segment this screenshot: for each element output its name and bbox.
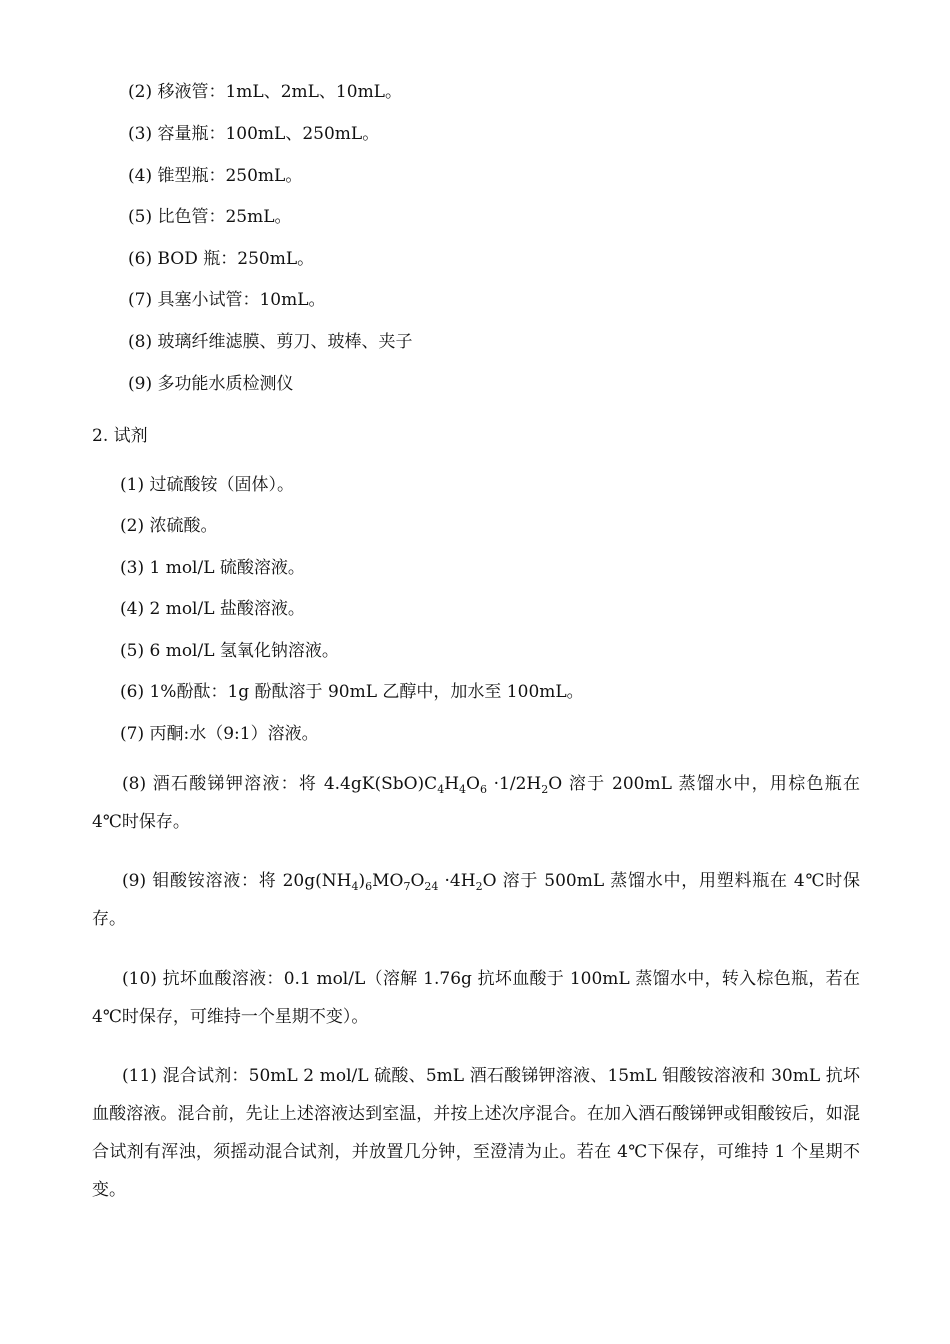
equipment-item-volumetric-flask: (3) 容量瓶：100mL、250mL。 — [128, 124, 380, 144]
reagent-item-phenolphthalein: (6) 1%酚酞：1g 酚酞溶于 90mL 乙醇中，加水至 100mL。 — [120, 682, 584, 702]
equipment-item-test-tube: (7) 具塞小试管：10mL。 — [128, 290, 326, 310]
equipment-item-filter-tools: (8) 玻璃纤维滤膜、剪刀、玻棒、夹子 — [128, 332, 413, 352]
equipment-item-conical-flask: (4) 锥型瓶：250mL。 — [128, 166, 303, 186]
reagent-item-ammonium-persulfate: (1) 过硫酸铵（固体）。 — [120, 475, 294, 495]
reagent-item-sulfuric-solution: (3) 1 mol/L 硫酸溶液。 — [120, 558, 305, 578]
reagent-item-antimony-potassium-tartrate: (8) 酒石酸锑钾溶液：将 $4.4gK(SbO)C_4H_4O_6 \cdot 1/2H_2O$ 溶于 200mL 蒸馏水中，用棕色瓶在 4℃时保存。 — [92, 774, 860, 832]
reagent-item-acetone-water: (7) 丙酮:水（9:1）溶液。 — [120, 724, 319, 744]
reagent-item-sodium-hydroxide: (5) 6 mol/L 氢氧化钠溶液。 — [120, 641, 339, 661]
reagent-item-ammonium-molybdate: (9) 钼酸铵溶液：将 $20g(NH_4)_6MO_7O_{24} \cdot 4H_2O$ 溶于 500mL 蒸馏水中，用塑料瓶在 4℃时保存。 — [92, 871, 860, 929]
reagent-item-hydrochloric-solution: (4) 2 mol/L 盐酸溶液。 — [120, 599, 305, 619]
equipment-item-pipette: (2) 移液管：1mL、2mL、10mL。 — [128, 82, 402, 102]
reagent-item-sulfuric-acid: (2) 浓硫酸。 — [120, 516, 218, 536]
equipment-item-bod-bottle: (6) BOD 瓶：250mL。 — [128, 249, 315, 269]
equipment-item-colorimetric-tube: (5) 比色管：25mL。 — [128, 207, 292, 227]
section-heading-reagents: 2. 试剂 — [92, 426, 148, 446]
equipment-item-water-analyzer: (9) 多功能水质检测仪 — [128, 374, 294, 394]
reagent-item-mixed-reagent: (11) 混合试剂：50mL 2 mol/L 硫酸、5mL 酒石酸锑钾溶液、15mL 钼酸铵溶液和 30mL 抗坏血酸溶液。混合前，先让上述溶液达到室温，并按上述次序混合。在加入酒石酸锑钾或钼酸铵后，如混合试剂有浑浊，须摇动混合试剂，并放置几分钟，至澄清为止。若在 4℃下保存，可维持 1 个星期不变。 — [92, 1066, 860, 1200]
reagent-item-ascorbic-acid: (10) 抗坏血酸溶液：0.1 mol/L（溶解 1.76g 抗坏血酸于 100mL 蒸馏水中，转入棕色瓶，若在 4℃时保存，可维持一个星期不变）。 — [92, 969, 860, 1027]
